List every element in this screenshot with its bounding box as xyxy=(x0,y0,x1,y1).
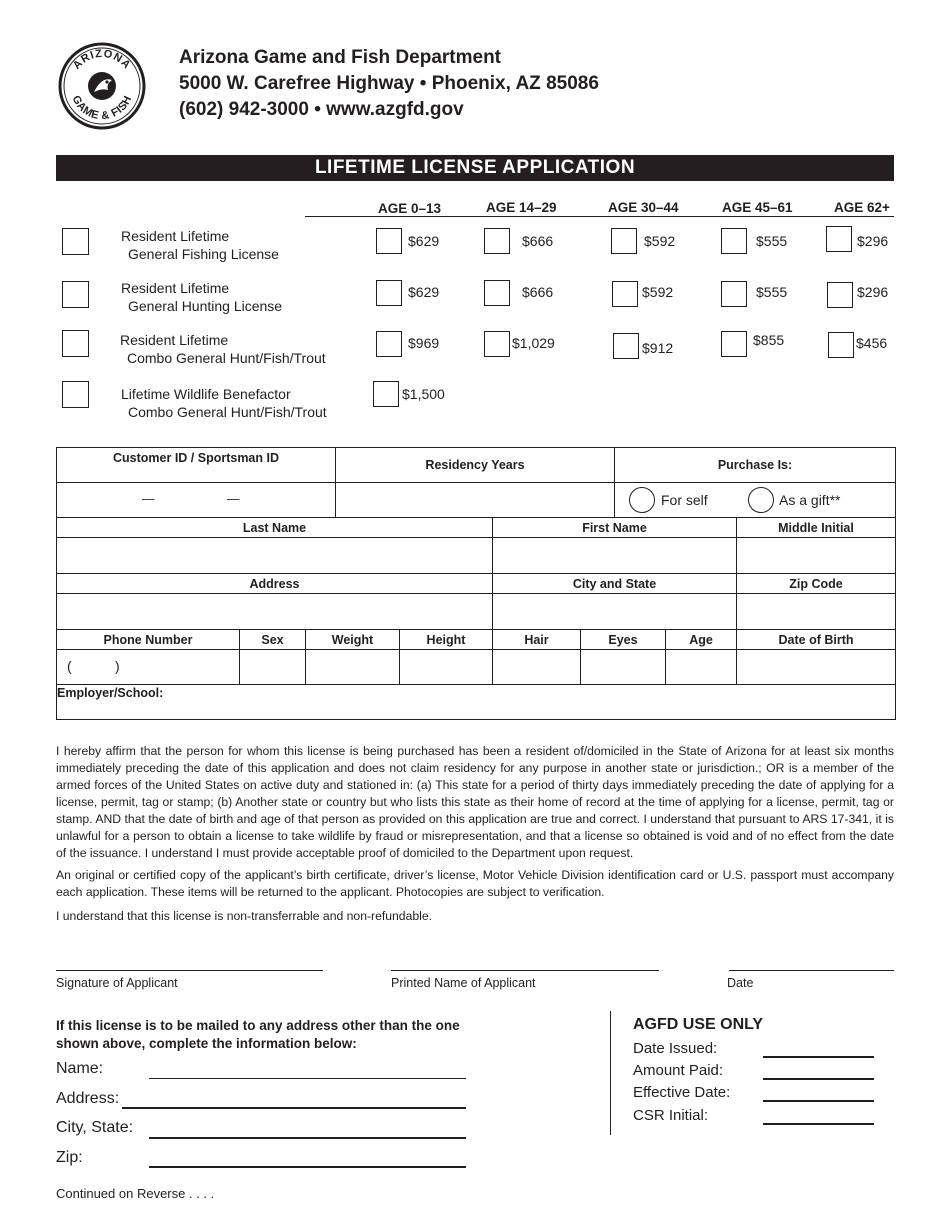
date-issued-label: Date Issued: xyxy=(633,1040,718,1057)
age-header-rule xyxy=(305,216,894,217)
age-label: Age xyxy=(666,630,737,650)
sex-field[interactable] xyxy=(240,650,306,685)
org-address: 5000 W. Carefree Highway • Phoenix, AZ 85086 xyxy=(179,73,599,94)
hair-label: Hair xyxy=(493,630,581,650)
age-col-1: AGE 14–29 xyxy=(486,200,557,215)
license-label-hunting: Resident Lifetime General Hunting License xyxy=(121,280,283,314)
applicant-grid-top xyxy=(56,447,896,518)
residency-years-field[interactable] xyxy=(336,483,615,518)
bird-icon xyxy=(88,72,116,100)
mailing-heading: If this license is to be mailed to any address other than the one shown above, complete the information below: xyxy=(56,1018,460,1051)
hair-field[interactable] xyxy=(493,650,581,685)
agfd-title: AGFD USE ONLY xyxy=(633,1016,764,1033)
license-checkbox-fishing[interactable] xyxy=(62,228,89,255)
first-name-field[interactable] xyxy=(493,538,737,574)
middle-initial-label: Middle Initial xyxy=(737,518,896,538)
affirmation-paragraph: I hereby affirm that the person for whom this license is being purchased has been a resident of/domiciled in the State of Arizona for at least six months immediately preceding the date of this application and does not claim residency for any purpose in another state or jurisdiction.; OR is a member of the armed forces of the United States on active duty and stationed in: (a) This state for a period of thirty days immediately preceding the date of applying for a license, permit, tag or stamp; (b) Another state or country but who lists this state as their home of record at the time of applying for a license, permit, tag or stamp. AND that the date of birth and age of that person as provided on this application are true and correct. I understand that pursuant to ARS 17-341, it is unlawful for a person to obtain a license to take wildlife by fraud or misrepresentation, and that a license so obtained is void and of no effect from the date of the issuance. I understand I must provide acceptable proof of domiciled to the Department upon request. xyxy=(56,744,894,860)
last-name-label: Last Name xyxy=(57,518,493,538)
purchase-type-cell xyxy=(615,483,896,518)
logo-text-top: ARIZONA xyxy=(70,47,134,72)
price-box-hunting-4[interactable] xyxy=(827,282,853,308)
weight-label: Weight xyxy=(306,630,400,650)
phone-label: Phone Number xyxy=(57,630,240,650)
for-self-radio[interactable] xyxy=(629,487,655,513)
weight-field[interactable] xyxy=(306,650,400,685)
license-label-fishing: Resident Lifetime General Fishing License xyxy=(121,228,279,262)
amount-paid-label: Amount Paid: xyxy=(633,1062,724,1079)
applicant-grid-name xyxy=(56,517,896,630)
printed-name-label: Printed Name of Applicant xyxy=(391,976,536,990)
price-combo-3: $855 xyxy=(753,332,785,348)
age-col-0: AGE 0–13 xyxy=(378,201,442,216)
price-fishing-3: $555 xyxy=(756,233,788,249)
effective-date-label: Effective Date: xyxy=(633,1084,731,1101)
price-box-benefactor-0[interactable] xyxy=(373,381,399,407)
org-name: Arizona Game and Fish Department xyxy=(179,47,502,68)
age-col-3: AGE 45–61 xyxy=(722,200,793,215)
signature-line[interactable] xyxy=(56,970,323,971)
zip-code-label: Zip Code xyxy=(737,574,896,594)
customer-id-dash-1: — xyxy=(142,492,155,506)
phone-open-paren: ( xyxy=(67,658,72,674)
applicant-grid-physical xyxy=(56,629,896,720)
price-hunting-4: $296 xyxy=(857,284,889,300)
mail-name-line[interactable] xyxy=(149,1078,466,1079)
price-box-fishing-3[interactable] xyxy=(721,228,747,254)
date-label: Date xyxy=(727,976,754,990)
price-fishing-1: $666 xyxy=(522,233,554,249)
address-field[interactable] xyxy=(57,594,493,630)
license-checkbox-combo[interactable] xyxy=(62,330,89,357)
price-combo-1: $1,029 xyxy=(512,335,555,351)
last-name-field[interactable] xyxy=(57,538,493,574)
csr-initial-line[interactable] xyxy=(763,1123,874,1125)
documents-paragraph: An original or certified copy of the applicant’s birth certificate, driver’s license, Motor Vehicle Division identification card or U.S. passport must accompany each application. These items will be returned to the applicant. Photocopies are subject to verification. xyxy=(56,868,894,899)
price-box-hunting-1[interactable] xyxy=(484,280,510,306)
price-box-combo-0[interactable] xyxy=(376,331,402,357)
price-box-combo-4[interactable] xyxy=(828,332,854,358)
age-field[interactable] xyxy=(666,650,737,685)
purchase-is-label: Purchase Is: xyxy=(615,448,896,483)
price-box-combo-1[interactable] xyxy=(484,331,510,357)
license-checkbox-hunting[interactable] xyxy=(62,281,89,308)
city-state-label: City and State xyxy=(493,574,737,594)
license-label-combo: Resident Lifetime Combo General Hunt/Fish/Trout xyxy=(120,332,326,366)
price-fishing-4: $296 xyxy=(857,233,889,249)
price-box-hunting-3[interactable] xyxy=(721,281,747,307)
customer-id-label: Customer ID / Sportsman ID xyxy=(57,448,336,483)
age-col-2: AGE 30–44 xyxy=(608,200,679,215)
agfd-logo xyxy=(58,42,146,130)
csr-initial-label: CSR Initial: xyxy=(633,1107,709,1124)
price-box-hunting-0[interactable] xyxy=(376,280,402,306)
price-fishing-0: $629 xyxy=(408,233,440,249)
price-box-fishing-4[interactable] xyxy=(826,226,852,252)
date-issued-line[interactable] xyxy=(763,1056,874,1058)
as-gift-label: As a gift** xyxy=(779,492,841,508)
price-hunting-0: $629 xyxy=(408,284,440,300)
eyes-field[interactable] xyxy=(581,650,666,685)
mail-address-label: Address: xyxy=(56,1090,120,1107)
address-label: Address xyxy=(57,574,493,594)
mail-name-label: Name: xyxy=(56,1060,104,1077)
price-box-combo-2[interactable] xyxy=(613,333,639,359)
mail-city-state-label: City, State: xyxy=(56,1119,134,1136)
price-box-fishing-0[interactable] xyxy=(376,228,402,254)
price-hunting-1: $666 xyxy=(522,284,554,300)
mail-zip-label: Zip: xyxy=(56,1149,83,1166)
price-box-fishing-1[interactable] xyxy=(484,228,510,254)
price-benefactor-0: $1,500 xyxy=(402,386,445,402)
price-combo-2: $912 xyxy=(642,340,674,356)
age-col-4: AGE 62+ xyxy=(834,200,890,215)
for-self-label: For self xyxy=(661,492,708,508)
zip-code-field[interactable] xyxy=(737,594,896,630)
continued-note: Continued on Reverse . . . . xyxy=(56,1186,215,1201)
non-transferable-paragraph: I understand that this license is non-transferrable and non-refundable. xyxy=(56,909,433,923)
price-hunting-3: $555 xyxy=(756,284,788,300)
mail-address-line[interactable] xyxy=(122,1107,466,1109)
phone-close-paren: ) xyxy=(115,658,120,674)
logo-text-bottom: GAME & FISH xyxy=(69,93,135,123)
license-label-benefactor: Lifetime Wildlife Benefactor Combo General Hunt/Fish/Trout xyxy=(121,386,327,420)
amount-paid-line[interactable] xyxy=(763,1078,874,1080)
customer-id-field[interactable] xyxy=(57,483,336,518)
org-contact: (602) 942-3000 • www.azgfd.gov xyxy=(179,99,464,120)
city-state-field[interactable] xyxy=(493,594,737,630)
agfd-divider xyxy=(610,1011,611,1135)
sex-label: Sex xyxy=(240,630,306,650)
employer-field[interactable] xyxy=(57,685,896,720)
dob-field[interactable] xyxy=(737,650,896,685)
height-label: Height xyxy=(400,630,493,650)
height-field[interactable] xyxy=(400,650,493,685)
price-box-hunting-2[interactable] xyxy=(612,281,638,307)
price-box-fishing-2[interactable] xyxy=(611,228,637,254)
price-combo-0: $969 xyxy=(408,335,440,351)
mail-zip-line[interactable] xyxy=(149,1166,466,1168)
price-hunting-2: $592 xyxy=(642,284,674,300)
eyes-label: Eyes xyxy=(581,630,666,650)
price-combo-4: $456 xyxy=(856,335,888,351)
mail-city-state-line[interactable] xyxy=(149,1137,466,1139)
first-name-label: First Name xyxy=(493,518,737,538)
license-checkbox-benefactor[interactable] xyxy=(62,381,89,408)
phone-field[interactable] xyxy=(57,650,240,685)
dob-label: Date of Birth xyxy=(737,630,896,650)
employer-label: Employer/School: xyxy=(57,686,164,700)
form-title: LIFETIME LICENSE APPLICATION xyxy=(56,155,894,181)
date-line[interactable] xyxy=(729,970,894,971)
effective-date-line[interactable] xyxy=(763,1100,874,1102)
signature-label: Signature of Applicant xyxy=(56,976,178,990)
residency-years-label: Residency Years xyxy=(336,448,615,483)
price-fishing-2: $592 xyxy=(644,233,676,249)
price-box-combo-3[interactable] xyxy=(721,331,747,357)
printed-name-line[interactable] xyxy=(391,970,659,971)
middle-initial-field[interactable] xyxy=(737,538,896,574)
customer-id-dash-2: — xyxy=(227,492,240,506)
as-gift-radio[interactable] xyxy=(748,487,774,513)
